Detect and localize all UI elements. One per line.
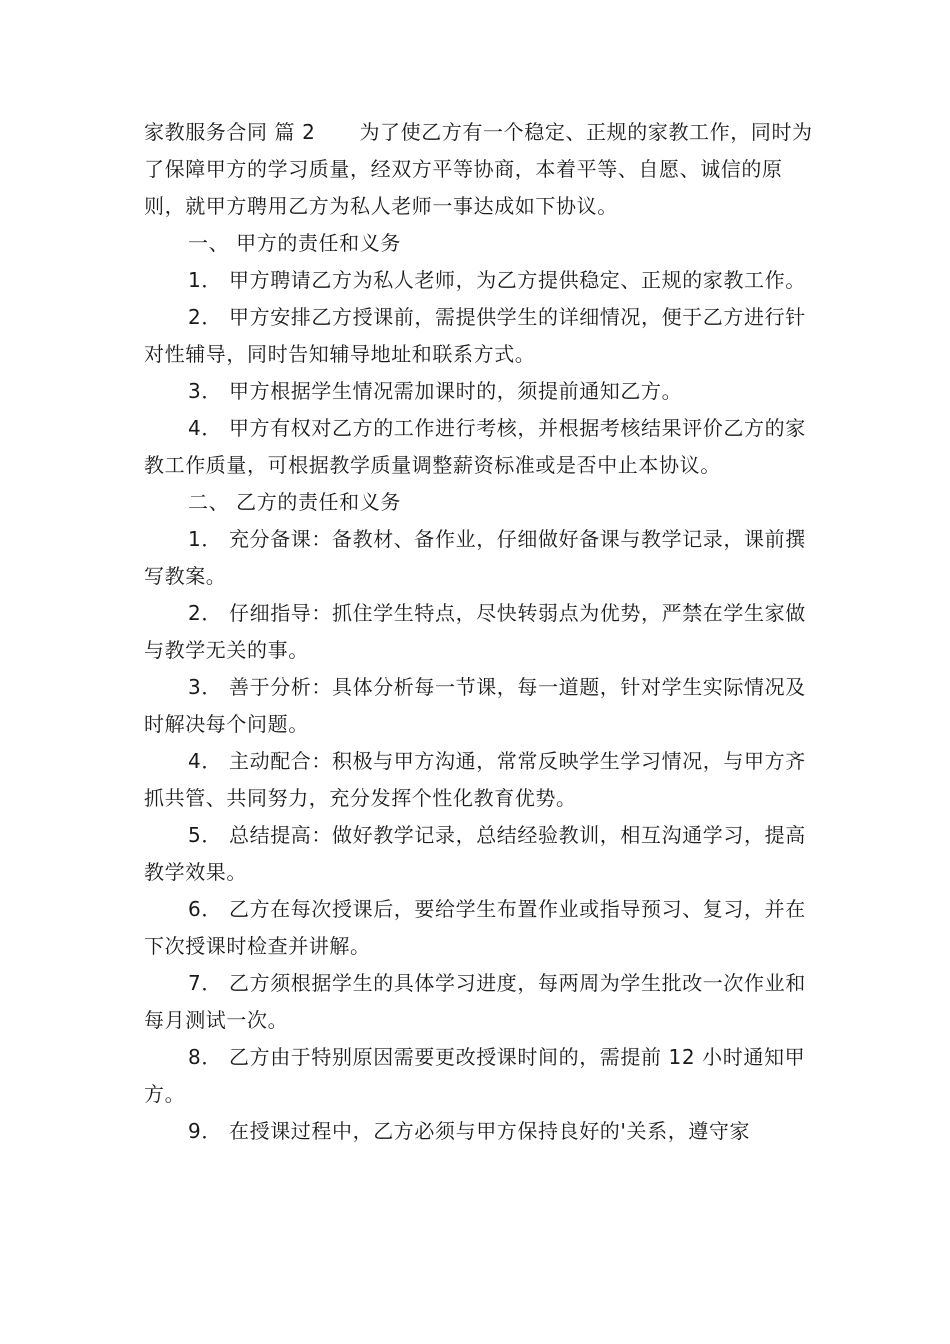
clause-2-9 (144, 1113, 820, 1150)
clause-number: 3． (188, 675, 222, 699)
document-body (144, 114, 820, 1150)
clause-number: 2． (188, 601, 222, 625)
clause-text: 善于分析：具体分析每一节课，每一道题，针对学生实际情况及时解决每个问题。 (144, 675, 806, 736)
clause-text: 甲方根据学生情况需加课时的，须提前通知乙方。 (229, 379, 683, 403)
clause-number: 6． (188, 897, 222, 921)
section-heading-2: 二、 乙方的责任和义务 (188, 490, 401, 514)
document-title: 家教服务合同 篇 2 (144, 120, 316, 144)
clause-text: 在授课过程中，乙方必须与甲方保持良好的'关系，遵守家 (229, 1119, 751, 1143)
clause-text: 总结提高：做好教学记录，总结经验教训，相互沟通学习，提高教学效果。 (144, 823, 806, 884)
clause-2-3 (144, 669, 820, 743)
clause-number: 4． (188, 749, 222, 773)
clause-text: 乙方由于特别原因需要更改授课时间的，需提前 12 小时通知甲方。 (144, 1045, 806, 1106)
clause-text: 乙方须根据学生的具体学习进度，每两周为学生批改一次作业和每月测试一次。 (144, 971, 806, 1032)
clause-1-4 (144, 410, 820, 484)
clause-2-8 (144, 1039, 820, 1113)
section-heading-1: 一、 甲方的责任和义务 (188, 231, 401, 255)
clause-1-2 (144, 299, 820, 373)
clause-text: 仔细指导：抓住学生特点，尽快转弱点为优势，严禁在学生家做与教学无关的事。 (144, 601, 806, 662)
clause-2-7 (144, 965, 820, 1039)
clause-number: 2． (188, 305, 222, 329)
clause-number: 3． (188, 379, 222, 403)
clause-text: 充分备课：备教材、备作业，仔细做好备课与教学记录，课前撰写教案。 (144, 527, 806, 588)
clause-2-4 (144, 743, 820, 817)
clause-text: 乙方在每次授课后，要给学生布置作业或指导预习、复习，并在下次授课时检查并讲解。 (144, 897, 806, 958)
clause-number: 7． (188, 971, 222, 995)
clause-2-6 (144, 891, 820, 965)
clause-number: 1． (188, 527, 222, 551)
clause-1-1 (144, 262, 820, 299)
clause-1-3 (144, 373, 820, 410)
clause-text: 甲方安排乙方授课前，需提供学生的详细情况，便于乙方进行针对性辅导，同时告知辅导地址和联系方式。 (144, 305, 806, 366)
clause-number: 4． (188, 416, 222, 440)
clause-2-1 (144, 521, 820, 595)
intro-paragraph (144, 114, 820, 225)
clause-2-2 (144, 595, 820, 669)
clause-number: 9． (188, 1119, 222, 1143)
clause-text: 甲方聘请乙方为私人老师，为乙方提供稳定、正规的家教工作。 (229, 268, 806, 292)
clause-number: 8． (188, 1045, 222, 1069)
clause-2-5 (144, 817, 820, 891)
clause-text: 甲方有权对乙方的工作进行考核，并根据考核结果评价乙方的家教工作质量，可根据教学质量调整薪资标准或是否中止本协议。 (144, 416, 806, 477)
clause-number: 5． (188, 823, 222, 847)
clause-text: 主动配合：积极与甲方沟通，常常反映学生学习情况，与甲方齐抓共管、共同努力，充分发挥个性化教育优势。 (144, 749, 806, 810)
clause-number: 1． (188, 268, 222, 292)
intro-text: 为了使乙方有一个稳定、正规的家教工作，同时为了保障甲方的学习质量，经双方平等协商，本着平等、自愿、诚信的原则，就甲方聘用乙方为私人老师一事达成如下协议。 (144, 120, 813, 218)
